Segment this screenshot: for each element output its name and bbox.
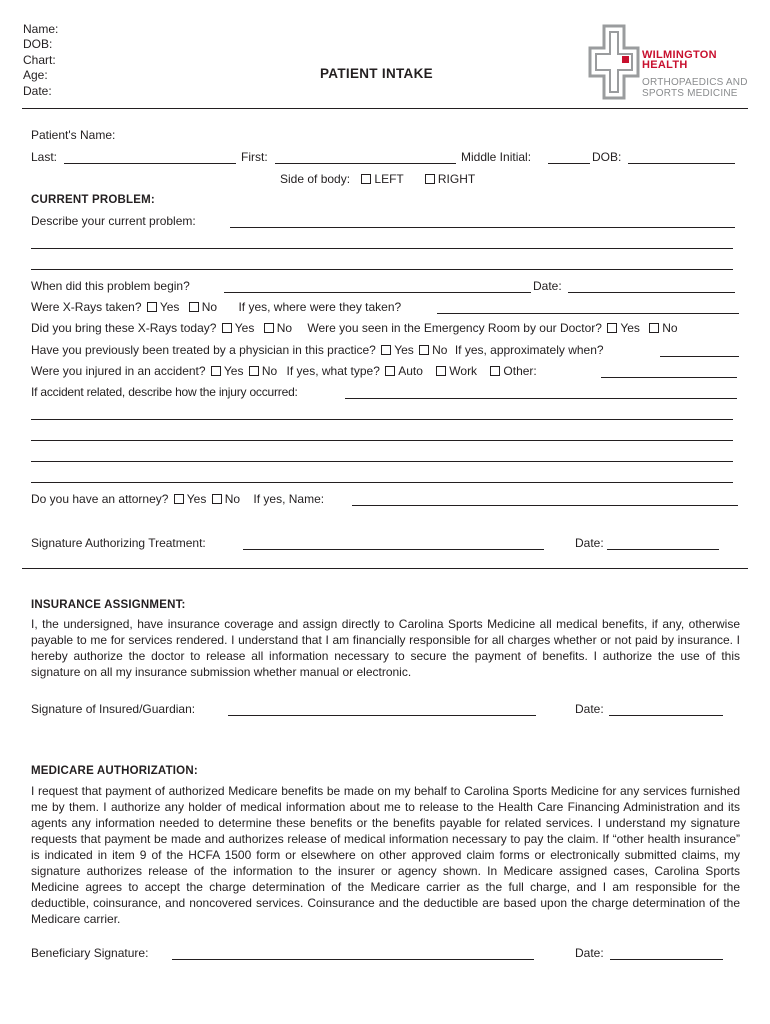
insured-signature-field[interactable] (228, 715, 536, 716)
treatment-date-label: Date: (575, 536, 604, 550)
auto-label: Auto (398, 364, 423, 378)
other-checkbox[interactable] (490, 366, 500, 376)
middle-initial-field[interactable] (548, 163, 590, 164)
injured-question: Were you injured in an accident? (31, 364, 206, 378)
treatment-signature-field[interactable] (243, 549, 544, 550)
xrays-yes-label: Yes (159, 300, 180, 314)
er-question: Were you seen in the Emergency Room by our Doctor? (307, 321, 602, 335)
accident-describe-label: If accident related, describe how the injury occurred: (31, 385, 298, 399)
attorney-no-label: No (224, 492, 241, 506)
accident-describe-line-4[interactable] (31, 461, 733, 462)
bring-xrays-no-checkbox[interactable] (264, 323, 274, 333)
xrays-no-checkbox[interactable] (189, 302, 199, 312)
last-name-label: Last: (31, 150, 58, 164)
middle-initial-label: Middle Initial: (461, 150, 532, 164)
injured-no-label: No (261, 364, 278, 378)
treatment-signature-label: Signature Authorizing Treatment: (31, 536, 206, 550)
treated-yes-label: Yes (394, 343, 414, 357)
beneficiary-signature-field[interactable] (172, 959, 534, 960)
side-of-body-label: Side of body: (280, 172, 351, 186)
work-label: Work (449, 364, 478, 378)
logo-line4: SPORTS MEDICINE (642, 88, 738, 99)
attorney-name-field[interactable] (352, 505, 738, 506)
insured-date-field[interactable] (609, 715, 723, 716)
xrays-no-label: No (201, 300, 218, 314)
treated-question: Have you previously been treated by a physician in this practice? (31, 343, 376, 357)
beneficiary-date-field[interactable] (610, 959, 723, 960)
er-no-label: No (662, 321, 678, 335)
insurance-heading: INSURANCE ASSIGNMENT: (31, 599, 186, 611)
header-dob-label: DOB: (23, 37, 53, 51)
logo-line2: HEALTH (642, 59, 688, 71)
beneficiary-date-label: Date: (575, 946, 604, 960)
insured-signature-label: Signature of Insured/Guardian: (31, 702, 196, 716)
insured-date-label: Date: (575, 702, 604, 716)
work-checkbox[interactable] (436, 366, 446, 376)
accident-describe-line-2[interactable] (31, 419, 733, 420)
describe-problem-line-2[interactable] (31, 248, 733, 249)
auto-checkbox[interactable] (385, 366, 395, 376)
injured-yes-label: Yes (223, 364, 244, 378)
attorney-name-label: If yes, Name: (253, 492, 325, 506)
first-name-label: First: (241, 150, 268, 164)
side-right-checkbox[interactable] (425, 174, 435, 184)
logo-line1: WILMINGTON (642, 49, 717, 61)
bring-xrays-yes-label: Yes (234, 321, 255, 335)
last-name-field[interactable] (64, 163, 236, 164)
describe-problem-line-3[interactable] (31, 269, 733, 270)
wilmington-health-logo (588, 24, 748, 102)
when-date-label: Date: (533, 279, 562, 293)
when-began-label: When did this problem begin? (31, 279, 190, 293)
attorney-yes-label: Yes (186, 492, 207, 506)
side-right-label: RIGHT (437, 172, 476, 186)
attorney-question: Do you have an attorney? (31, 492, 169, 506)
header-chart-label: Chart: (23, 53, 56, 67)
accident-describe-line-5[interactable] (31, 482, 733, 483)
treated-when-label: If yes, approximately when? (454, 343, 604, 357)
er-yes-label: Yes (620, 321, 640, 335)
treated-yes-checkbox[interactable] (381, 345, 391, 355)
bring-xrays-row (31, 321, 678, 336)
other-label: Other: (503, 364, 537, 378)
header-date-label: Date: (23, 84, 52, 98)
xrays-yes-checkbox[interactable] (147, 302, 157, 312)
medicare-heading: MEDICARE AUTHORIZATION: (31, 765, 198, 777)
insurance-paragraph: I, the undersigned, have insurance coverage and assign directly to Carolina Sports Medicine all medical benefits, if any, otherwise payable to me for services rendered. I understand that I am financially responsible for all charges whether or not paid by insurance. I hereby authorize the doctor to release all information necessary to secure the payment of benefits. I authorize the use of this signature on all my insurance submission whether manual or electronic. (31, 617, 740, 679)
treatment-date-field[interactable] (607, 549, 719, 550)
header-age-label: Age: (23, 68, 48, 82)
page-title: PATIENT INTAKE (320, 66, 433, 81)
accident-describe-line-3[interactable] (31, 440, 733, 441)
xrays-where-field[interactable] (437, 313, 739, 314)
xrays-question: Were X-Rays taken? (31, 300, 142, 314)
bring-xrays-no-label: No (276, 321, 293, 335)
injured-yes-checkbox[interactable] (211, 366, 221, 376)
bring-xrays-question: Did you bring these X-Rays today? (31, 321, 217, 335)
describe-problem-label: Describe your current problem: (31, 214, 196, 228)
when-date-field[interactable] (568, 292, 735, 293)
accident-describe-line-1[interactable] (345, 398, 737, 399)
first-name-field[interactable] (275, 163, 456, 164)
header-name-label: Name: (23, 22, 59, 36)
attorney-yes-checkbox[interactable] (174, 494, 184, 504)
treated-no-label: No (432, 343, 448, 357)
injured-row (31, 364, 537, 379)
logo-line3: ORTHOPAEDICS AND (642, 77, 748, 88)
er-yes-checkbox[interactable] (607, 323, 617, 333)
injured-type-label: If yes, what type? (286, 364, 380, 378)
cross-logo-icon (588, 24, 640, 100)
side-left-label: LEFT (374, 172, 404, 186)
patient-name-heading: Patient's Name: (31, 128, 116, 142)
treated-row (31, 343, 604, 358)
treated-when-field[interactable] (660, 356, 739, 357)
when-began-field[interactable] (224, 292, 531, 293)
xrays-where-label: If yes, where were they taken? (238, 300, 402, 314)
current-problem-heading: CURRENT PROBLEM: (31, 194, 155, 206)
other-type-field[interactable] (601, 377, 737, 378)
injured-no-checkbox[interactable] (249, 366, 259, 376)
dob-label: DOB: (592, 150, 622, 164)
header-divider (22, 108, 748, 109)
side-left-checkbox[interactable] (361, 174, 371, 184)
attorney-no-checkbox[interactable] (212, 494, 222, 504)
bring-xrays-yes-checkbox[interactable] (222, 323, 232, 333)
treated-no-checkbox[interactable] (419, 345, 429, 355)
describe-problem-line-1[interactable] (230, 227, 735, 228)
side-of-body-row (280, 172, 475, 187)
medicare-paragraph: I request that payment of authorized Medicare benefits be made on my behalf to Carolina Sports Medicine for any services furnished me by them. I authorize any holder of medical information about me to release to the Health Care Financing Administration and its agents any information needed to determine these benefits or the benefits payable for related services. I understand my signature requests that payment be made and authorizes release of medical information necessary to pay the claim. If “other health insurance” is indicated in item 9 of the HCFA 1500 form or elsewhere on other approved claim forms or electronically submitted claims, my signature authorizes release of the information to the insurer or agency shown. In Medicare assigned cases, Carolina Sports Medicine agrees to accept the charge determination of the Medicare carrier as the full charge, and I am responsible for the deductible, coinsurance, and noncovered services. Coinsurance and the deductible are based upon the charge determination of the Medicare carrier. (31, 784, 740, 926)
section-divider (22, 568, 748, 569)
beneficiary-signature-label: Beneficiary Signature: (31, 946, 149, 960)
attorney-row (31, 492, 324, 507)
xrays-row (31, 300, 401, 315)
dob-field[interactable] (628, 163, 735, 164)
er-no-checkbox[interactable] (649, 323, 659, 333)
